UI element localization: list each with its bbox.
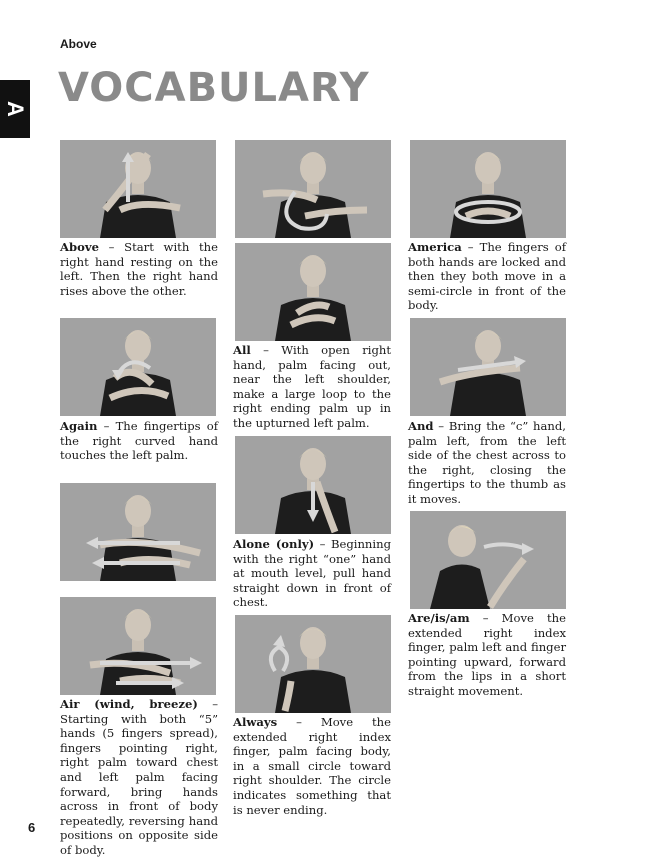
entry-and [408, 419, 566, 507]
entry-again [60, 419, 218, 463]
entry-term: America [408, 240, 462, 254]
entry-term: Are/is/am [408, 611, 470, 625]
entry-alone [233, 537, 391, 610]
all-photo-2 [235, 243, 391, 341]
entry-definition: Starting with both “5” hands (5 fingers spread), fingers pointing right, right palm toward chest and left palm facing forward, bring hands across in front of body repeatedly, reversing hand positions on opposite side of body. [60, 711, 218, 857]
entry-term: Above [60, 240, 99, 254]
air-photo-2 [60, 597, 216, 695]
entry-term: And [408, 419, 434, 433]
entry-separator: – [277, 715, 321, 729]
entry-always [233, 715, 391, 817]
above-photo [60, 140, 216, 238]
entry-america [408, 240, 566, 313]
entry-separator: – [97, 419, 116, 433]
all-photo-1 [235, 140, 391, 238]
are-photo [410, 511, 566, 609]
entry-definition: With open right hand, palm facing out, near the left shoulder, make a large loop to the right ending palm up in the upturned left palm. [233, 343, 391, 430]
entry-separator: – [98, 240, 125, 254]
entry-term: Alone (only) [233, 537, 315, 551]
entry-definition: The fingers of both hands are locked and then they both move in a semi-circle in front of the body. [408, 240, 566, 313]
alone-photo [235, 436, 391, 534]
entry-term: Air (wind, breeze) [60, 697, 198, 711]
entry-definition: Move the extended right index finger, palm left and finger pointing upward, forward from the lips in a short straight movement. [408, 611, 566, 698]
section-tab-letter: A [2, 101, 28, 117]
entry-separator: – [250, 343, 282, 357]
page-number: 6 [28, 820, 36, 835]
section-tab [0, 80, 30, 138]
entry-air [60, 697, 218, 858]
entry-definition: Bring the “c” hand, palm left, from the left side of the chest across to the right, closing the fingertips to the thumb as it moves. [408, 419, 566, 506]
entry-separator: – [461, 240, 480, 254]
entry-term: Again [60, 419, 98, 433]
running-head: Above [60, 37, 97, 51]
entry-term: Always [233, 715, 278, 729]
entry-separator: – [314, 537, 331, 551]
america-photo [410, 140, 566, 238]
page-title: VOCABULARY [58, 65, 370, 111]
entry-definition: Start with the right hand resting on the left. Then the right hand rises above the other. [60, 240, 218, 298]
again-photo [60, 318, 216, 416]
entry-are-is-am [408, 611, 566, 699]
air-photo-1 [60, 483, 216, 581]
entry-separator: – [433, 419, 449, 433]
entry-separator: – [197, 697, 219, 711]
entry-definition: The fingertips of the right curved hand touches the left palm. [60, 419, 218, 463]
always-photo [235, 615, 391, 713]
and-photo [410, 318, 566, 416]
entry-separator: – [469, 611, 502, 625]
entry-term: All [233, 343, 251, 357]
entry-all [233, 343, 391, 431]
entry-definition: Move the extended right index finger, palm facing body, in a small circle toward right shoulder. The circle indicates something that is never ending. [233, 715, 392, 817]
entry-definition: Beginning with the right “one” hand at mouth level, pull hand straight down in front of chest. [233, 537, 391, 610]
entry-above [60, 240, 218, 298]
